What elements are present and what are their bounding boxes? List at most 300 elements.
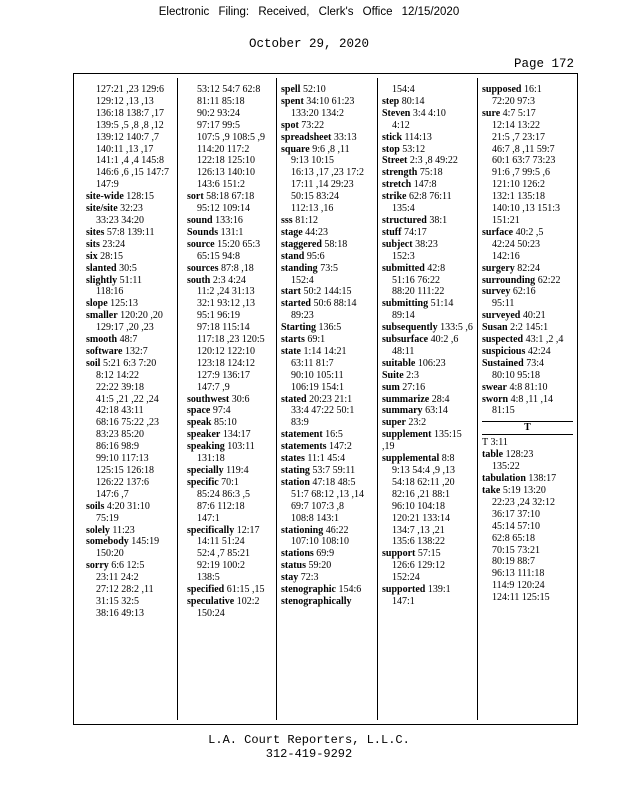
index-entry <box>382 548 473 584</box>
page-line-ref: 154:6 <box>338 584 362 596</box>
page-line-ref: 138:17 <box>528 473 557 485</box>
page-line-ref: 125:13 <box>110 298 138 310</box>
page-line-ref: 135:4 <box>392 203 415 215</box>
page-line-ref: 75:18 <box>419 167 443 179</box>
index-word: survey <box>482 286 511 298</box>
index-entry <box>482 394 573 418</box>
page-line-ref: 140:11 ,13 ,17 <box>96 143 154 155</box>
index-word: structured <box>382 214 427 226</box>
page-line-ref: 48:7 <box>119 334 138 346</box>
index-word: sort <box>187 191 204 203</box>
index-word: suspected <box>482 334 524 346</box>
index-word: square <box>281 143 310 155</box>
index-column-4 <box>382 84 473 720</box>
page-line-ref: 16:1 <box>523 84 542 95</box>
index-entry <box>86 298 177 310</box>
index-word: surface <box>482 226 514 238</box>
page-line-ref: 34:10 61:23 <box>306 95 355 107</box>
page-line-ref: 23:24 <box>102 238 126 250</box>
index-word: spent <box>281 95 304 107</box>
page-line-ref: 31:15 32:5 <box>96 595 140 607</box>
page-line-ref: 32:1 93:12 ,13 <box>197 298 256 310</box>
index-word: site-wide <box>86 191 124 203</box>
page-line-ref: 89:23 <box>291 310 314 322</box>
page-line-ref: 41:5 ,21 ,22 ,24 <box>96 393 159 405</box>
index-word: summarize <box>382 393 430 405</box>
index-entry <box>86 263 177 275</box>
index-word: soils <box>86 500 105 512</box>
page-line-ref: 128:23 <box>505 449 534 461</box>
page-line-ref: 121:10 126:2 <box>492 179 546 191</box>
page-line-ref: 11:2 ,24 31:13 <box>197 286 255 298</box>
index-word: sum <box>382 381 400 393</box>
page-line-ref: 5:21 6:3 7:20 <box>102 357 157 369</box>
page-line-ref: 17:11 ,14 29:23 <box>291 179 354 191</box>
page-line-ref: 4:7 5:17 <box>502 107 536 119</box>
index-word: supposed <box>482 84 522 95</box>
page-line-ref: 96:10 104:18 <box>392 500 446 512</box>
index-word: stated <box>281 393 307 405</box>
index-word: tabulation <box>482 473 526 485</box>
reporter-phone: 312-419-9292 <box>265 747 353 761</box>
index-word: slightly <box>86 274 118 286</box>
page-line-ref: 147:1 <box>392 595 415 607</box>
index-entry <box>482 382 573 394</box>
page-line-ref: 53:7 59:11 <box>312 465 356 476</box>
index-word: stuff <box>382 226 402 238</box>
index-word: supplemental <box>382 453 440 465</box>
page-line-ref: 128:15 <box>126 191 155 203</box>
page-line-ref: 86:16 98:9 <box>96 441 140 453</box>
page-line-ref: 106:19 154:1 <box>291 381 345 393</box>
page-line-ref: 1:14 14:21 <box>303 345 347 357</box>
index-word: speculative <box>187 595 235 607</box>
index-word: submitted <box>382 262 425 274</box>
index-entry <box>382 417 473 429</box>
index-entry <box>187 584 278 596</box>
page-line-ref: 139:5 ,5 ,8 ,8 ,12 <box>96 119 164 131</box>
index-entry <box>382 191 473 215</box>
index-word: Sounds <box>187 226 219 238</box>
index-entry <box>187 263 278 275</box>
page-line-ref: 73:4 <box>526 357 544 369</box>
index-entry <box>187 239 278 263</box>
index-word: solely <box>86 524 110 536</box>
page-line-ref: 152:3 <box>392 250 415 262</box>
page-line-ref: 50:15 83:24 <box>291 191 340 203</box>
index-word: spot <box>281 119 299 131</box>
page-line-ref: 58:18 67:18 <box>206 191 255 203</box>
index-word: surveyed <box>482 310 521 322</box>
page-line-ref: 62:8 76:11 <box>408 191 452 203</box>
index-word: specially <box>187 465 224 476</box>
index-word: soil <box>86 357 101 369</box>
index-entry <box>382 394 473 406</box>
page-line-ref: 57:15 <box>417 548 441 560</box>
index-entry <box>382 298 473 322</box>
page-line-ref: 133:5 ,6 <box>440 322 473 334</box>
index-word: sits <box>86 238 100 250</box>
page-line-ref: 87:8 ,18 <box>220 262 254 274</box>
page-line-ref: 3:4 4:10 <box>412 107 446 119</box>
index-entry <box>382 453 473 548</box>
page-line-ref: 138:5 <box>197 572 220 584</box>
index-word: take <box>482 485 501 496</box>
index-entry <box>281 215 372 227</box>
index-word: specified <box>187 584 225 596</box>
index-entry <box>482 275 573 287</box>
index-word: site/site <box>86 203 118 215</box>
index-entry <box>382 167 473 179</box>
index-word: Starting <box>281 322 316 334</box>
page-line-ref: 135:15 ,19 <box>382 429 462 453</box>
index-entry <box>281 429 372 441</box>
page-line-ref: 15:20 65:3 <box>217 238 261 250</box>
index-entry <box>187 429 278 441</box>
page-line-ref: 57:8 139:11 <box>106 226 155 238</box>
page-line-ref: 120:20 ,20 <box>120 310 163 322</box>
index-word: source <box>187 238 215 250</box>
index-entry <box>281 394 372 430</box>
index-entry <box>86 334 177 346</box>
page-line-ref: 118:16 <box>96 286 124 298</box>
page-line-ref: 132:1 135:18 <box>492 191 546 203</box>
page-line-ref: 27:12 28:2 ,11 <box>96 584 154 596</box>
column-divider <box>477 78 478 720</box>
page-line-ref: 120:21 133:14 <box>392 512 451 524</box>
index-entry <box>482 485 573 604</box>
index-entry <box>382 96 473 108</box>
index-entry <box>187 227 278 239</box>
page-line-ref: 33:23 34:20 <box>96 214 145 226</box>
index-word: summary <box>382 405 423 417</box>
page-line-ref: 135:22 <box>492 461 520 473</box>
page-line-ref: 97:18 115:14 <box>197 322 250 334</box>
transcript-date: October 29, 2020 <box>248 37 370 51</box>
index-word: speaker <box>187 429 221 441</box>
page-line-ref: 133:16 <box>215 214 243 226</box>
page-line-ref: 96:13 111:18 <box>492 568 545 580</box>
index-entry <box>281 346 372 394</box>
index-column-3 <box>281 84 372 720</box>
index-entry <box>187 477 278 525</box>
index-entry <box>382 215 473 227</box>
index-entry <box>281 596 372 608</box>
index-entry <box>382 132 473 144</box>
index-entry <box>382 429 473 453</box>
page-line-ref: 124:11 125:15 <box>492 592 550 604</box>
index-word: stating <box>281 465 310 476</box>
page-line-ref: 2:3 4:24 <box>212 274 246 286</box>
page-line-ref: 61:15 ,15 <box>226 584 265 596</box>
index-word: smooth <box>86 334 118 346</box>
index-word: suitable <box>382 357 416 369</box>
index-entry <box>382 370 473 382</box>
index-entry <box>86 501 177 525</box>
index-word: stick <box>382 131 402 143</box>
page-line-ref: 90:2 93:24 <box>197 107 241 119</box>
page-line-ref: 132:7 <box>124 345 148 357</box>
page-line-ref: 33:4 47:22 50:1 <box>291 405 355 417</box>
index-word: statements <box>281 441 327 453</box>
index-entry <box>382 179 473 191</box>
page-line-ref: 12:14 13:22 <box>492 119 541 131</box>
index-entry <box>86 358 177 501</box>
index-entry <box>86 310 177 334</box>
index-entry <box>281 298 372 322</box>
column-divider <box>177 78 178 720</box>
index-entry <box>482 322 573 334</box>
page-line-ref: 62:16 <box>512 286 536 298</box>
index-entry <box>382 358 473 370</box>
index-entry <box>187 405 278 417</box>
page-line-ref: 42:18 43:11 <box>96 405 144 417</box>
index-word: subject <box>382 238 413 250</box>
index-word: sworn <box>482 393 509 405</box>
page-line-ref: 5:19 13:20 <box>502 485 546 496</box>
page-line-ref: 70:1 <box>221 476 239 488</box>
index-word: Suite <box>382 369 404 381</box>
index-entry <box>86 251 177 263</box>
index-word: Sustained <box>482 357 524 369</box>
page-line-ref: 65:15 94:8 <box>197 250 241 262</box>
index-entry <box>382 584 473 608</box>
index-entry <box>187 84 278 191</box>
page-line-ref: 11:1 45:4 <box>307 453 346 465</box>
index-entry <box>382 382 473 394</box>
page-line-ref: 85:24 86:3 ,5 <box>197 488 251 500</box>
index-word: strength <box>382 167 418 179</box>
page-line-ref: 127:21 ,23 129:6 <box>96 84 165 95</box>
index-entry <box>382 227 473 239</box>
page-line-ref: 52:10 <box>302 84 326 95</box>
index-entry <box>281 227 372 239</box>
index-word: suspicious <box>482 345 526 357</box>
page-line-ref: 46:22 <box>325 524 349 536</box>
index-word: space <box>187 405 211 417</box>
page-line-ref: 28:15 <box>100 250 123 262</box>
index-word: states <box>281 453 305 465</box>
page-line-ref: 14:11 51:24 <box>197 536 245 548</box>
page-line-ref: 117:18 ,23 120:5 <box>197 334 265 346</box>
page-line-ref: 88:20 111:22 <box>392 286 445 298</box>
index-entry <box>482 358 573 382</box>
page-line-ref: 52:4 ,7 85:21 <box>197 548 251 560</box>
index-entry <box>281 453 372 465</box>
page-line-ref: 38:1 <box>429 214 448 226</box>
index-entry <box>86 560 177 620</box>
index-entry <box>281 584 372 596</box>
index-entry <box>187 525 278 585</box>
page-line-ref: 33:13 <box>333 131 357 143</box>
page-line-ref: 45:14 57:10 <box>492 520 541 532</box>
index-word: start <box>281 286 301 298</box>
page-line-ref: 32:23 <box>120 203 143 215</box>
index-word: standing <box>281 262 318 274</box>
page-line-ref: 139:1 <box>427 584 451 596</box>
page-line-ref: 22:22 39:18 <box>96 381 145 393</box>
index-word: spell <box>281 84 301 95</box>
page-line-ref: 136:5 <box>318 322 342 334</box>
index-word: speak <box>187 417 212 429</box>
index-word: sure <box>482 107 501 119</box>
index-entry <box>382 263 473 299</box>
page-line-ref: 2:2 145:1 <box>510 322 549 334</box>
page-line-ref: 27:16 <box>402 381 426 393</box>
page-line-ref: 74:17 <box>403 226 427 238</box>
page-line-ref: 69:1 <box>307 334 326 346</box>
page-line-ref: 9:13 10:15 <box>291 155 335 167</box>
index-entry <box>86 525 177 537</box>
page-line-ref: 42:24 <box>527 345 551 357</box>
page-line-ref: 68:16 75:22 ,23 <box>96 417 160 429</box>
index-entry <box>281 263 372 287</box>
index-entry <box>86 536 177 560</box>
index-word: southwest <box>187 393 230 405</box>
page-line-ref: 85:10 <box>213 417 237 429</box>
page-line-ref: 147:9 <box>96 179 119 191</box>
page-line-ref: 150:20 <box>96 548 124 560</box>
page-line-ref: 9:13 54:4 ,9 ,13 <box>392 465 456 476</box>
page-line-ref: 62:8 65:18 <box>492 532 536 544</box>
page-line-ref: 20:23 21:1 <box>309 393 353 405</box>
page-line-ref: 40:21 <box>522 310 546 322</box>
page-line-ref: 136:18 138:7 ,17 <box>96 107 165 119</box>
index-word: stations <box>281 548 314 560</box>
page-line-ref: 140:10 ,13 151:3 <box>492 203 561 215</box>
page-line-ref: 127:9 136:17 <box>197 369 251 381</box>
page-line-ref: 131:1 <box>220 226 244 238</box>
index-word: started <box>281 298 311 310</box>
page-line-ref: 152:24 <box>392 572 420 584</box>
index-entry <box>482 84 573 108</box>
page-line-ref: 83:9 <box>291 417 309 429</box>
index-entry <box>482 346 573 358</box>
index-word: stand <box>281 250 305 262</box>
page-line-ref: 126:6 129:12 <box>392 560 446 572</box>
index-word: sorry <box>86 560 109 572</box>
page-line-ref: 62:22 <box>537 274 561 286</box>
page-line-ref: 21:5 ,7 23:17 <box>492 131 546 143</box>
index-word: Susan <box>482 322 508 334</box>
page-line-ref: 16:13 ,17 ,23 17:2 <box>291 167 365 179</box>
index-entry <box>86 84 177 191</box>
page-number: Page 172 <box>513 57 574 71</box>
index-entry <box>482 437 573 449</box>
index-word: slanted <box>86 262 117 274</box>
page-line-ref: 126:22 137:6 <box>96 476 150 488</box>
page-line-ref: 95:11 <box>492 298 515 310</box>
page-line-ref: 63:14 <box>425 405 448 417</box>
page-line-ref: 73:5 <box>320 262 338 274</box>
index-entry <box>281 572 372 584</box>
page-line-ref: 4:12 <box>392 119 410 131</box>
index-box <box>73 73 578 725</box>
page-line-ref: 90:10 105:11 <box>291 369 344 381</box>
page-line-ref: 51:7 68:12 ,13 ,14 <box>291 488 365 500</box>
page-line-ref: 51:11 <box>119 274 143 286</box>
index-entry <box>187 191 278 215</box>
page-line-ref: 147:6 ,7 <box>96 488 129 500</box>
page-line-ref: 122:18 125:10 <box>197 155 256 167</box>
page-line-ref: 95:6 <box>306 250 325 262</box>
index-word: surrounding <box>482 274 536 286</box>
index-word: stationing <box>281 524 324 536</box>
page-line-ref: 38:23 <box>415 238 438 250</box>
page-line-ref: 95:1 96:19 <box>197 310 241 322</box>
page-line-ref: 44:23 <box>305 226 328 238</box>
index-word: specific <box>187 476 219 488</box>
page-line-ref: 107:5 ,9 108:5 ,9 <box>197 131 266 143</box>
page-line-ref: 114:20 117:2 <box>197 143 250 155</box>
page-line-ref: 91:6 ,7 99:5 ,6 <box>492 167 551 179</box>
index-word: supplement <box>382 429 432 441</box>
page-line-ref: 134:17 <box>222 429 251 441</box>
index-entry <box>382 239 473 263</box>
page-line-ref: 58:18 <box>324 238 348 250</box>
page-line-ref: 43:1 ,2 ,4 <box>525 334 564 346</box>
page-line-ref: 92:19 100:2 <box>197 560 246 572</box>
index-word: super <box>382 417 406 429</box>
index-entry <box>281 465 372 477</box>
index-word: software <box>86 345 123 357</box>
page-line-ref: 59:20 <box>308 560 332 572</box>
index-entry <box>482 449 573 473</box>
index-entry <box>281 120 372 132</box>
page-line-ref: 36:17 37:10 <box>492 508 541 520</box>
footer <box>0 733 618 761</box>
page-line-ref: 8:8 <box>441 453 455 465</box>
index-entry <box>281 239 372 251</box>
page-line-ref: 50:2 144:15 <box>303 286 352 298</box>
index-entry <box>281 286 372 298</box>
page-line-ref: 51:14 <box>430 298 454 310</box>
page-line-ref: 95:12 109:14 <box>197 203 251 215</box>
index-entry <box>482 227 573 263</box>
index-word: somebody <box>86 536 129 548</box>
index-word: subsurface <box>382 334 429 346</box>
index-entry <box>482 286 573 310</box>
page-line-ref: 4:8 81:10 <box>509 381 548 393</box>
index-word: sources <box>187 262 219 274</box>
page-line-ref: 141:1 ,4 ,4 145:8 <box>96 155 165 167</box>
reporter-name: L.A. Court Reporters, L.L.C. <box>208 733 410 747</box>
page-line-ref: 54:18 62:11 ,20 <box>392 476 455 488</box>
page-line-ref: 81:15 <box>492 405 515 417</box>
page-line-ref: 80:19 88:7 <box>492 556 536 568</box>
index-entry <box>482 108 573 227</box>
page-line-ref: 145:19 <box>131 536 160 548</box>
page-line-ref: 120:12 122:10 <box>197 345 256 357</box>
page-line-ref: 147:2 <box>329 441 352 453</box>
index-word: strike <box>382 191 407 203</box>
index-entry <box>86 346 177 358</box>
index-word: six <box>86 250 98 262</box>
page-line-ref: 69:7 107:3 ,8 <box>291 500 345 512</box>
index-word: specifically <box>187 524 235 536</box>
index-entry <box>187 215 278 227</box>
page-line-ref: 82:16 ,21 88:1 <box>392 488 451 500</box>
page-line-ref: 147:7 ,9 <box>197 381 230 393</box>
page-line-ref: 133:20 134:2 <box>291 107 345 119</box>
page-line-ref: 51:16 76:22 <box>392 274 441 286</box>
column-divider <box>276 78 277 720</box>
index-word: status <box>281 560 307 572</box>
index-entry <box>187 596 278 620</box>
column-divider <box>377 78 378 720</box>
page-line-ref: 97:4 <box>212 405 231 417</box>
page-line-ref: 23:11 24:2 <box>96 572 139 584</box>
